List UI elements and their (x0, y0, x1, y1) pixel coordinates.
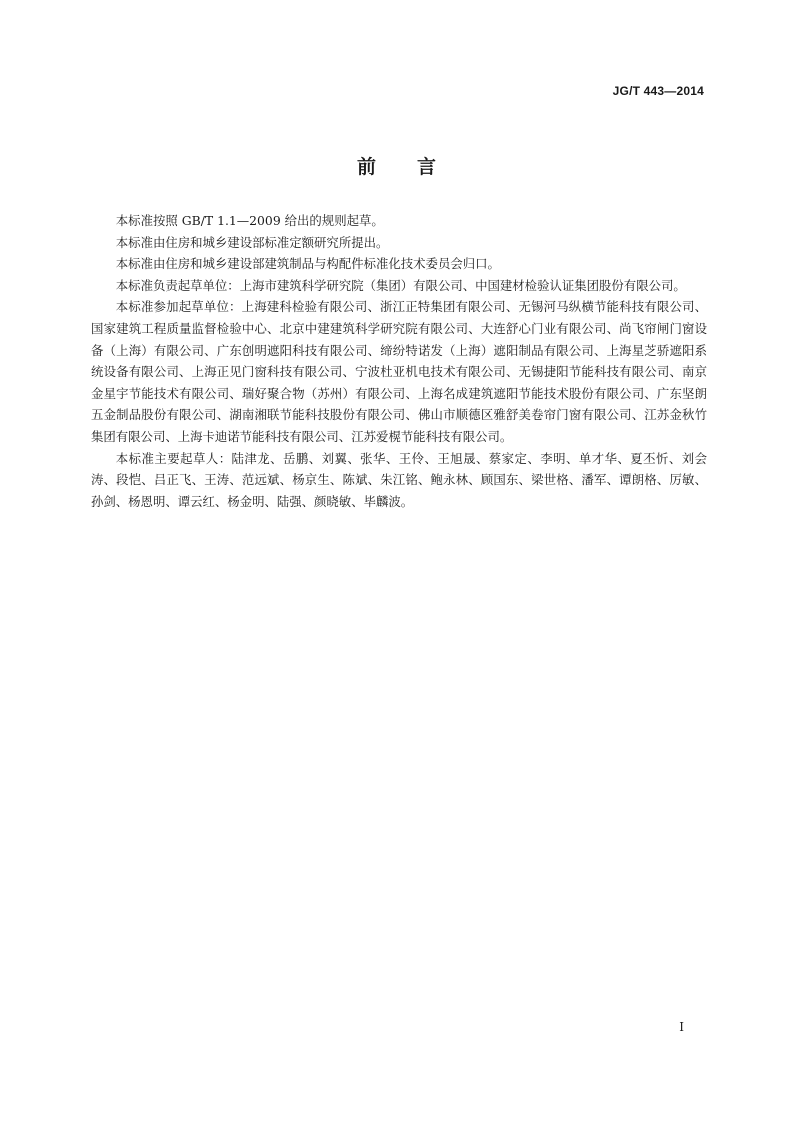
page-number: I (679, 1020, 684, 1034)
paragraph-centralized-by: 本标准由住房和城乡建设部建筑制品与构配件标准化技术委员会归口。 (115, 256, 500, 272)
paragraph-responsible-drafters: 本标准负责起草单位：上海市建筑科学研究院（集团）有限公司、中国建材检验认证集团股份有限公司。 (115, 277, 686, 293)
foreword-body (91, 210, 707, 512)
page-title (0, 152, 794, 179)
paragraph-proposed-by: 本标准由住房和城乡建设部标准定额研究所提出。 (115, 234, 389, 250)
paragraph-participating-drafters: 本标准参加起草单位：上海建科检验有限公司、浙江正特集团有限公司、无锡河马纵横节能科技有限公司、国家建筑工程质量监督检验中心、北京中建建筑科学研究院有限公司、大连舒心门业有限公司、尚飞帘闸门窗设备（上海）有限公司、广东创明遮阳科技有限公司、缔纷特诺发（上海）遮阳制品有限公司、上海星芝骄遮阳系统设备有限公司、上海正见门窗科技有限公司、宁波杜亚机电技术有限公司、无锡捷阳节能科技有限公司、南京金星宇节能技术有限公司、瑞好聚合物（苏州）有限公司、上海名成建筑遮阳节能技术股份有限公司、广东坚朗五金制品股份有限公司、湖南湘联节能科技股份有限公司、佛山市顺德区雅舒美卷帘门窗有限公司、江苏金秋竹集团有限公司、上海卡迪诺节能科技有限公司、江苏爱榥节能科技有限公司。 (91, 299, 707, 444)
paragraph-drafting-rules: 本标准按照 GB/T 1.1—2009 给出的规则起草。 (115, 213, 384, 228)
title-char-1: 前 (356, 156, 377, 178)
paragraph-main-drafters: 本标准主要起草人：陆津龙、岳鹏、刘翼、张华、王伶、王旭晟、蔡家定、李明、单才华、夏丕忻、刘会涛、段恺、吕正飞、王涛、范远斌、杨京生、陈斌、朱江铭、鲍永林、顾国东、梁世格、潘军、谭朗格、厉敏、孙剑、杨恩明、谭云红、杨金明、陆强、颜晓敏、毕麟波。 (91, 450, 707, 509)
title-char-2: 言 (417, 156, 438, 178)
standard-code: JG/T 443—2014 (612, 84, 704, 98)
